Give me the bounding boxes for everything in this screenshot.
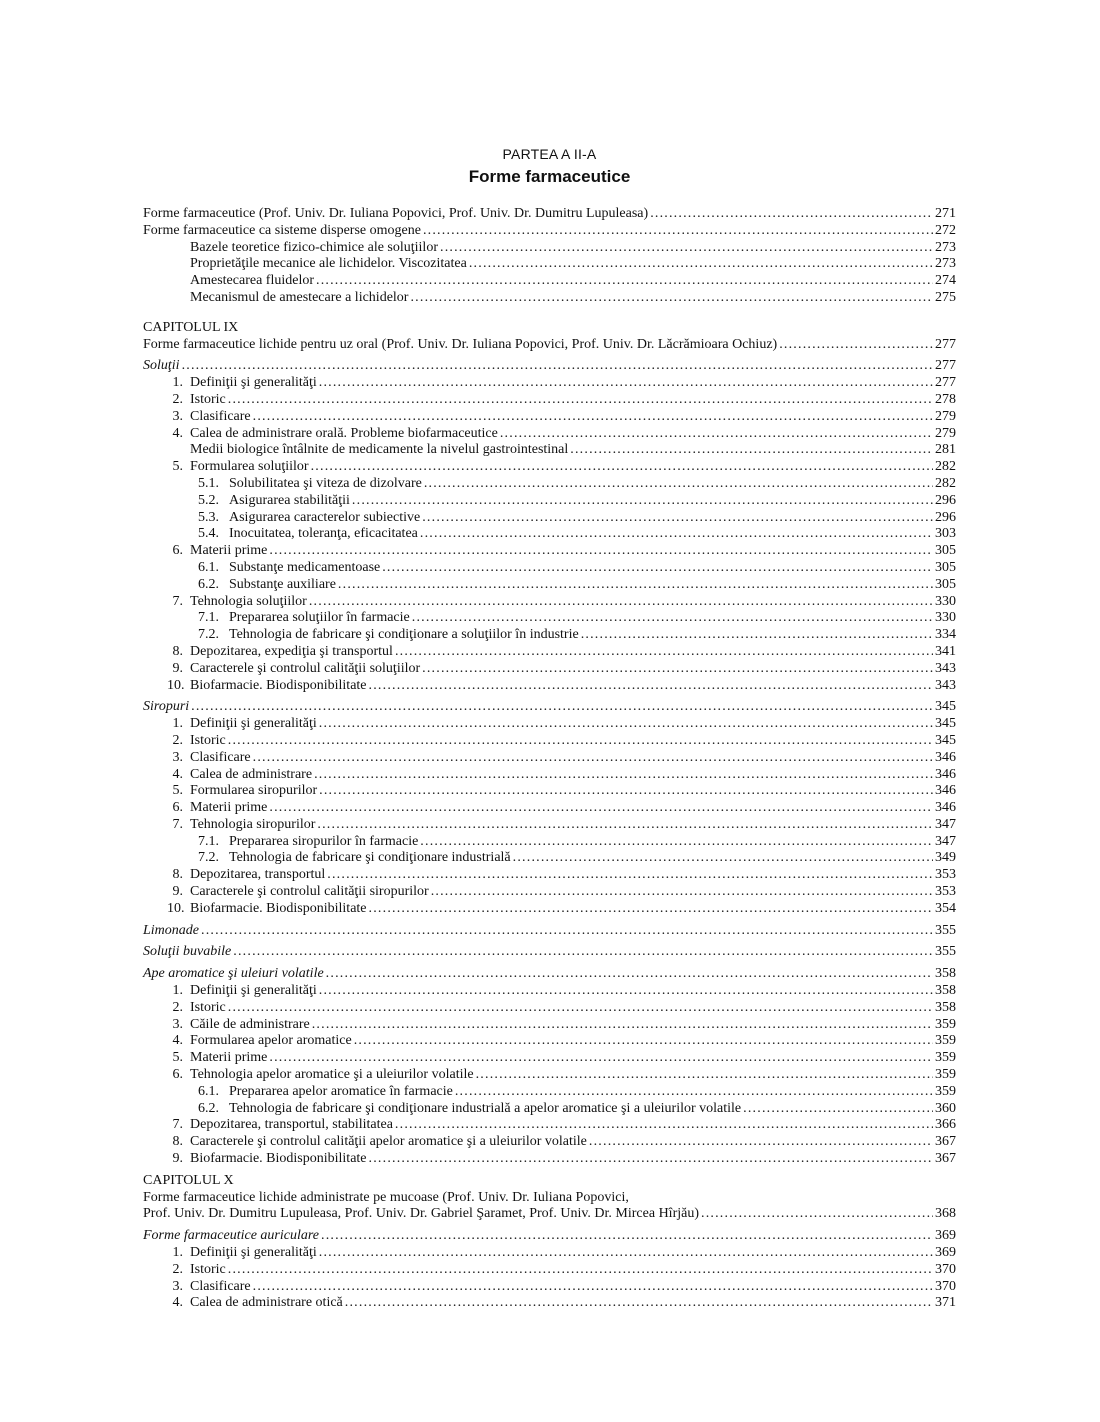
toc-section-entry[interactable]	[143, 923, 956, 940]
toc-page-number: 272	[935, 222, 956, 238]
toc-entry-number: 3.	[172, 1016, 183, 1032]
toc-section-entry[interactable]	[143, 699, 956, 716]
leader-dots	[581, 627, 933, 644]
toc-page-number: 359	[935, 1083, 956, 1099]
toc-entry-number: 9.	[172, 1151, 183, 1167]
toc-entry-title: Substanţe auxiliare	[229, 576, 336, 592]
toc-entry[interactable]	[143, 1000, 956, 1017]
toc-page-number: 355	[935, 922, 956, 938]
toc-entry-number: 1.	[172, 375, 183, 391]
leader-dots	[191, 699, 933, 716]
toc-page-number: 345	[935, 732, 956, 748]
leader-dots	[311, 459, 933, 476]
toc-page-number: 305	[935, 543, 956, 559]
toc-entry-number: 1.	[172, 1245, 183, 1261]
toc-section-entry[interactable]	[143, 358, 956, 375]
toc-entry-number: 4.	[172, 425, 183, 441]
leader-dots	[476, 1067, 933, 1084]
toc-section-entry[interactable]	[143, 944, 956, 961]
toc-entry-number: 4.	[172, 1033, 183, 1049]
toc-entry[interactable]	[143, 594, 956, 611]
leader-dots	[321, 1228, 933, 1245]
chapter-heading: CAPITOLUL IX	[143, 319, 239, 335]
toc-entry[interactable]	[143, 1033, 956, 1050]
toc-page-number: 278	[935, 391, 956, 407]
leader-dots	[233, 944, 933, 961]
toc-entry[interactable]	[143, 661, 956, 678]
toc-entry-number: 6.	[172, 1067, 183, 1083]
toc-entry-title: Depozitarea, expediţia şi transportul	[190, 643, 393, 659]
leader-dots	[382, 560, 933, 577]
toc-page-number: 346	[935, 766, 956, 782]
toc-page-number: 330	[935, 593, 956, 609]
toc-page-number: 345	[935, 716, 956, 732]
leader-dots	[319, 375, 933, 392]
toc-page-number: 277	[935, 336, 956, 352]
toc-page-number: 358	[935, 999, 956, 1015]
leader-dots	[422, 510, 933, 527]
toc-page-number: 303	[935, 526, 956, 542]
toc-page-number: 341	[935, 643, 956, 659]
toc-page-number: 347	[935, 816, 956, 832]
toc-entry[interactable]	[143, 1101, 956, 1118]
toc-page-number: 347	[935, 833, 956, 849]
leader-dots	[423, 223, 933, 240]
toc-entry-title: Substanţe medicamentoase	[229, 559, 381, 575]
toc-entry-title: Biofarmacie. Biodisponibilitate	[190, 677, 367, 693]
toc-page-number: 282	[935, 475, 956, 491]
leader-dots	[369, 678, 933, 695]
toc-page-number: 346	[935, 783, 956, 799]
toc-page-number: 355	[935, 944, 956, 960]
toc-page-number: 353	[935, 884, 956, 900]
toc-page-number: 305	[935, 559, 956, 575]
leader-dots	[201, 923, 933, 940]
toc-entry-title: Calea de administrare otică	[190, 1295, 343, 1311]
leader-dots	[743, 1101, 933, 1118]
toc-entry-title: Biofarmacie. Biodisponibilitate	[190, 1151, 367, 1167]
leader-dots	[431, 884, 933, 901]
toc-entry-number: 9.	[172, 660, 183, 676]
toc-entry-number: 3.	[172, 1278, 183, 1294]
toc-entry-title: Medii biologice întâlnite de medicamente la nivelul gastrointestinal	[190, 442, 569, 458]
toc-page-number: 370	[935, 1261, 956, 1277]
toc-page-number: 369	[935, 1245, 956, 1261]
toc-entry-number: 2.	[172, 391, 183, 407]
leader-dots	[316, 273, 933, 290]
toc-section-entry[interactable]	[143, 1228, 956, 1245]
toc-entry-number: 8.	[172, 643, 183, 659]
toc-page-number: 334	[935, 627, 956, 643]
toc-entry[interactable]	[143, 1084, 956, 1101]
toc-entry[interactable]	[143, 476, 956, 493]
toc-entry-title: Tehnologia de fabricare şi condiţionare industrială a apelor aromatice şi a uleiurilor volatile	[229, 1100, 742, 1116]
leader-dots	[570, 442, 933, 459]
toc-entry[interactable]	[143, 426, 956, 443]
leader-dots	[253, 750, 933, 767]
toc-entry-title: Istoric	[190, 732, 226, 748]
toc-entry-number: 9.	[172, 884, 183, 900]
toc-entry-title: Formularea apelor aromatice	[190, 1033, 352, 1049]
toc-entry-title: Definiţii şi generalităţi	[190, 983, 317, 999]
toc-entry-number: 6.2.	[198, 1100, 219, 1116]
leader-dots	[701, 1206, 933, 1223]
toc-entry-title: Clasificare	[190, 1278, 251, 1294]
leader-dots	[253, 409, 933, 426]
toc-page-number: 346	[935, 749, 956, 765]
toc-entry-title: Limonade	[143, 922, 199, 938]
toc-page-number: 274	[935, 273, 956, 289]
toc-entry-title: Formularea siropurilor	[190, 783, 318, 799]
leader-dots	[412, 610, 933, 627]
toc-entry[interactable]	[143, 1206, 956, 1223]
toc-page-number: 279	[935, 408, 956, 424]
toc-page-number: 330	[935, 610, 956, 626]
toc-page-number: 358	[935, 983, 956, 999]
toc-entry[interactable]	[143, 1134, 956, 1151]
toc-entry-title: Calea de administrare orală. Probleme biofarmaceutice	[190, 425, 498, 441]
toc-entry-number: 7.	[172, 1117, 183, 1133]
toc-entry[interactable]	[143, 834, 956, 851]
toc-entry-title: Materii prime	[190, 1050, 268, 1066]
toc-page-number: 367	[935, 1134, 956, 1150]
part-title: Forme farmaceutice	[468, 167, 631, 186]
toc-entry-title: Forme farmaceutice auriculare	[143, 1228, 319, 1244]
toc-entry-title: Forme farmaceutice lichide pentru uz oral (Prof. Univ. Dr. Iuliana Popovici, Prof. Univ. Dr. Lăcrămioara Ochiuz)	[143, 336, 778, 352]
table-of-contents	[143, 206, 956, 1312]
leader-dots	[779, 337, 933, 354]
toc-entry[interactable]	[143, 1151, 956, 1168]
toc-entry-number: 7.	[172, 593, 183, 609]
toc-entry-title: Istoric	[190, 391, 226, 407]
toc-entry-title: Definiţii şi generalităţi	[190, 375, 317, 391]
toc-entry[interactable]	[143, 577, 956, 594]
leader-dots	[327, 867, 933, 884]
leader-dots	[650, 206, 933, 223]
toc-entry-number: 7.1.	[198, 610, 219, 626]
toc-entry-title: Clasificare	[190, 749, 251, 765]
toc-entry[interactable]	[143, 1050, 956, 1067]
toc-entry-number: 5.	[172, 783, 183, 799]
toc-entry-title: Forme farmaceutice (Prof. Univ. Dr. Iuliana Popovici, Prof. Univ. Dr. Dumitru Lupuleasa)	[143, 206, 649, 221]
toc-entry-title: Inocuitatea, toleranţa, eficacitatea	[229, 526, 418, 542]
toc-entry-title: Clasificare	[190, 408, 251, 424]
toc-entry-number: 10.	[167, 677, 185, 693]
leader-dots	[352, 493, 933, 510]
toc-page-number: 359	[935, 1050, 956, 1066]
toc-entry[interactable]	[143, 526, 956, 543]
toc-entry[interactable]	[143, 800, 956, 817]
leader-dots	[420, 834, 933, 851]
leader-dots	[500, 426, 933, 443]
leader-dots	[410, 290, 933, 307]
part-label: PARTEA A II-A	[502, 146, 597, 162]
leader-dots	[338, 577, 933, 594]
toc-entry[interactable]	[143, 783, 956, 800]
leader-dots	[228, 1000, 933, 1017]
toc-page-number: 305	[935, 576, 956, 592]
leader-dots	[354, 1033, 933, 1050]
leader-dots	[319, 716, 933, 733]
toc-entry-title: Materii prime	[190, 800, 268, 816]
toc-entry-number: 6.	[172, 543, 183, 559]
toc-entry-title: Caracterele şi controlul calităţii siropurilor	[190, 884, 429, 900]
toc-page-number: 367	[935, 1151, 956, 1167]
toc-entry[interactable]	[143, 1279, 956, 1296]
toc-entry[interactable]	[143, 817, 956, 834]
toc-entry-title: Tehnologia soluţiilor	[190, 593, 307, 609]
toc-entry[interactable]	[143, 442, 956, 459]
toc-entry[interactable]	[143, 644, 956, 661]
leader-dots	[424, 476, 933, 493]
toc-entry-title: Asigurarea caracterelor subiective	[229, 509, 421, 525]
toc-entry-title: Soluţii	[143, 358, 180, 374]
toc-entry-number: 3.	[172, 749, 183, 765]
toc-page-number: 358	[935, 966, 956, 982]
toc-entry-number: 10.	[167, 900, 185, 916]
toc-text-line: Forme farmaceutice lichide administrate pe mucoase (Prof. Univ. Dr. Iuliana Popovici,	[143, 1189, 629, 1205]
toc-entry[interactable]	[143, 678, 956, 695]
toc-entry-title: Asigurarea stabilităţii	[229, 492, 350, 508]
toc-entry[interactable]	[143, 1067, 956, 1084]
toc-entry-number: 5.1.	[198, 475, 219, 491]
toc-entry[interactable]	[143, 375, 956, 392]
toc-entry-title: Istoric	[190, 999, 226, 1015]
toc-entry-number: 2.	[172, 1261, 183, 1277]
toc-entry[interactable]	[143, 273, 956, 290]
leader-dots	[420, 526, 933, 543]
toc-page-number: 279	[935, 425, 956, 441]
toc-page-number: 277	[935, 375, 956, 391]
toc-entry-number: 5.	[172, 1050, 183, 1066]
toc-entry[interactable]	[143, 493, 956, 510]
toc-entry-title: Materii prime	[190, 543, 268, 559]
toc-entry-title: Istoric	[190, 1261, 226, 1277]
toc-entry-number: 8.	[172, 1134, 183, 1150]
toc-entry-title: Definiţii şi generalităţi	[190, 1245, 317, 1261]
toc-entry[interactable]	[143, 409, 956, 426]
leader-dots	[253, 1279, 933, 1296]
toc-page-number: 371	[935, 1295, 956, 1311]
chapter-heading: CAPITOLUL X	[143, 1172, 234, 1188]
toc-entry-title: Căile de administrare	[190, 1016, 310, 1032]
toc-entry-number: 5.3.	[198, 509, 219, 525]
toc-page-number: 346	[935, 800, 956, 816]
toc-page-number: 281	[935, 442, 956, 458]
leader-dots	[228, 1262, 933, 1279]
toc-entry[interactable]	[143, 850, 956, 867]
toc-entry-title: Depozitarea, transportul	[190, 867, 326, 883]
toc-entry[interactable]	[143, 750, 956, 767]
toc-entry-title: Caracterele şi controlul calităţii apelor aromatice şi a uleiurilor volatile	[190, 1134, 587, 1150]
leader-dots	[317, 817, 933, 834]
toc-page-number: 275	[935, 289, 956, 305]
toc-page-number: 369	[935, 1228, 956, 1244]
leader-dots	[269, 1050, 933, 1067]
toc-entry-title: Forme farmaceutice ca sisteme disperse omogene	[143, 222, 421, 238]
toc-entry[interactable]	[143, 240, 956, 257]
toc-entry[interactable]	[143, 884, 956, 901]
toc-entry[interactable]	[143, 256, 956, 273]
toc-entry-title: Prof. Univ. Dr. Dumitru Lupuleasa, Prof. Univ. Dr. Gabriel Şaramet, Prof. Univ. Dr. Mircea Hîrjău)	[143, 1206, 699, 1222]
toc-entry[interactable]	[143, 1245, 956, 1262]
toc-page-number: 359	[935, 1016, 956, 1032]
toc-entry[interactable]	[143, 867, 956, 884]
toc-entry-title: Tehnologia de fabricare şi condiţionare industrială	[229, 850, 511, 866]
toc-page-number: 359	[935, 1033, 956, 1049]
leader-dots	[422, 661, 933, 678]
toc-entry[interactable]	[143, 733, 956, 750]
toc-entry-title: Siropuri	[143, 699, 190, 715]
toc-page-number: 359	[935, 1067, 956, 1083]
toc-entry[interactable]	[143, 767, 956, 784]
toc-entry-title: Ape aromatice şi uleiuri volatile	[143, 966, 324, 982]
leader-dots	[440, 240, 933, 257]
toc-entry[interactable]	[143, 1017, 956, 1034]
toc-entry-title: Formularea soluţiilor	[190, 459, 309, 475]
toc-entry-number: 4.	[172, 766, 183, 782]
toc-page-number: 354	[935, 900, 956, 916]
leader-dots	[513, 850, 933, 867]
toc-page-number: 277	[935, 358, 956, 374]
toc-entry-title: Caracterele şi controlul calităţii soluţiilor	[190, 660, 421, 676]
toc-entry-title: Tehnologia siropurilor	[190, 816, 316, 832]
toc-page-number: 343	[935, 677, 956, 693]
toc-entry[interactable]	[143, 392, 956, 409]
leader-dots	[345, 1295, 933, 1312]
toc-entry-title: Mecanismul de amestecare a lichidelor	[190, 289, 409, 305]
toc-entry-number: 7.	[172, 816, 183, 832]
toc-entry-title: Calea de administrare	[190, 766, 313, 782]
toc-entry-number: 4.	[172, 1295, 183, 1311]
leader-dots	[312, 1017, 933, 1034]
toc-entry-title: Depozitarea, transportul, stabilitatea	[190, 1117, 393, 1133]
leader-dots	[369, 1151, 933, 1168]
toc-entry-title: Prepararea siropurilor în farmacie	[229, 833, 419, 849]
toc-entry-title: Prepararea apelor aromatice în farmacie	[229, 1083, 453, 1099]
toc-entry[interactable]	[143, 1295, 956, 1312]
toc-page-number: 296	[935, 492, 956, 508]
toc-page-number: 296	[935, 509, 956, 525]
toc-entry[interactable]	[143, 610, 956, 627]
toc-page-number: 368	[935, 1206, 956, 1222]
toc-page-number: 271	[935, 206, 956, 221]
leader-dots	[369, 901, 933, 918]
toc-entry-title: Prepararea soluţiilor în farmacie	[229, 610, 410, 626]
toc-entry[interactable]	[143, 337, 956, 354]
toc-page-number: 345	[935, 699, 956, 715]
toc-entry[interactable]	[143, 716, 956, 733]
toc-entry[interactable]	[143, 560, 956, 577]
toc-page-number: 370	[935, 1278, 956, 1294]
leader-dots	[228, 733, 933, 750]
toc-entry-title: Proprietăţile mecanice ale lichidelor. Viscozitatea	[190, 256, 467, 272]
toc-entry-number: 3.	[172, 408, 183, 424]
toc-page-number: 282	[935, 459, 956, 475]
toc-page-number: 366	[935, 1117, 956, 1133]
toc-page-number: 273	[935, 256, 956, 272]
toc-entry-number: 5.	[172, 459, 183, 475]
toc-entry[interactable]	[143, 543, 956, 560]
toc-entry-title: Tehnologia de fabricare şi condiţionare a soluţiilor în industrie	[229, 627, 579, 643]
toc-entry-number: 2.	[172, 732, 183, 748]
leader-dots	[395, 1117, 933, 1134]
toc-page-number: 343	[935, 660, 956, 676]
toc-entry-title: Biofarmacie. Biodisponibilitate	[190, 900, 367, 916]
toc-entry-number: 1.	[172, 983, 183, 999]
toc-entry-number: 6.1.	[198, 559, 219, 575]
toc-page-number: 360	[935, 1100, 956, 1116]
toc-entry[interactable]	[143, 901, 956, 918]
toc-entry-number: 5.4.	[198, 526, 219, 542]
toc-entry-title: Tehnologia apelor aromatice şi a uleiurilor volatile	[190, 1067, 474, 1083]
leader-dots	[314, 767, 933, 784]
leader-dots	[326, 966, 933, 983]
leader-dots	[269, 800, 933, 817]
toc-page-number: 273	[935, 239, 956, 255]
document-page	[143, 144, 956, 1312]
toc-entry-number: 2.	[172, 999, 183, 1015]
leader-dots	[589, 1134, 933, 1151]
toc-entry[interactable]	[143, 1117, 956, 1134]
toc-entry[interactable]	[143, 206, 956, 223]
leader-dots	[395, 644, 933, 661]
toc-entry[interactable]	[143, 1262, 956, 1279]
leader-dots	[319, 1245, 933, 1262]
toc-entry-title: Soluţii buvabile	[143, 944, 232, 960]
toc-entry-number: 6.	[172, 800, 183, 816]
toc-page-number: 349	[935, 850, 956, 866]
toc-entry-title: Definiţii şi generalităţi	[190, 716, 317, 732]
toc-entry[interactable]	[143, 983, 956, 1000]
toc-entry-number: 7.2.	[198, 850, 219, 866]
toc-entry[interactable]	[143, 459, 956, 476]
toc-entry-title: Solubilitatea şi viteza de dizolvare	[229, 475, 422, 491]
toc-entry[interactable]	[143, 627, 956, 644]
toc-entry-number: 8.	[172, 867, 183, 883]
toc-entry[interactable]	[143, 223, 956, 240]
leader-dots	[182, 358, 933, 375]
leader-dots	[319, 983, 933, 1000]
toc-page-number: 353	[935, 867, 956, 883]
toc-entry-number: 5.2.	[198, 492, 219, 508]
leader-dots	[469, 256, 933, 273]
toc-entry-number: 7.1.	[198, 833, 219, 849]
toc-entry-number: 6.2.	[198, 576, 219, 592]
leader-dots	[228, 392, 933, 409]
leader-dots	[319, 783, 933, 800]
toc-entry[interactable]	[143, 510, 956, 527]
leader-dots	[269, 543, 933, 560]
toc-entry-number: 1.	[172, 716, 183, 732]
toc-section-entry[interactable]	[143, 966, 956, 983]
leader-dots	[309, 594, 933, 611]
toc-entry-number: 6.1.	[198, 1083, 219, 1099]
toc-entry[interactable]	[143, 290, 956, 307]
toc-entry-title: Amestecarea fluidelor	[190, 273, 314, 289]
leader-dots	[455, 1084, 933, 1101]
toc-entry-number: 7.2.	[198, 627, 219, 643]
toc-entry-title: Bazele teoretice fizico-chimice ale soluţiilor	[190, 239, 438, 255]
